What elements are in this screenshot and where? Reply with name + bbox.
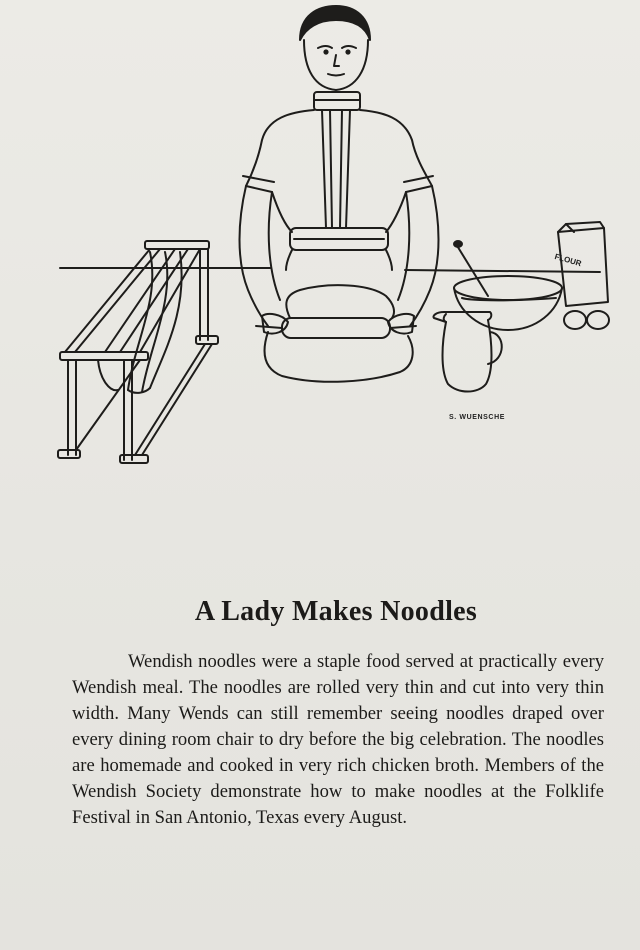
noodle-drying-rack-icon [58,241,218,463]
article-body: Wendish noodles were a staple food served at practically every Wendish meal. The noodles are rolled very thin and cut into very thin width. Many Wends can still remember seeing noodles draped over every dining room chair to dry before the big celebration. The noodles are homemade and cooked in very rich chicken broth. Members of the Wendish Society demonstrate how to make noodles at the Folklife Festival in San Antonio, Texas every August. [72,651,604,828]
pitcher-icon [433,312,501,392]
mixing-bowl-icon [454,241,562,330]
artist-signature: S. WUENSCHE [449,414,505,421]
eggs-icon [564,311,609,329]
flour-bag-label: FLOUR [553,252,583,269]
article-title: A Lady Makes Noodles [194,596,478,627]
woman-figure-icon [240,6,439,382]
